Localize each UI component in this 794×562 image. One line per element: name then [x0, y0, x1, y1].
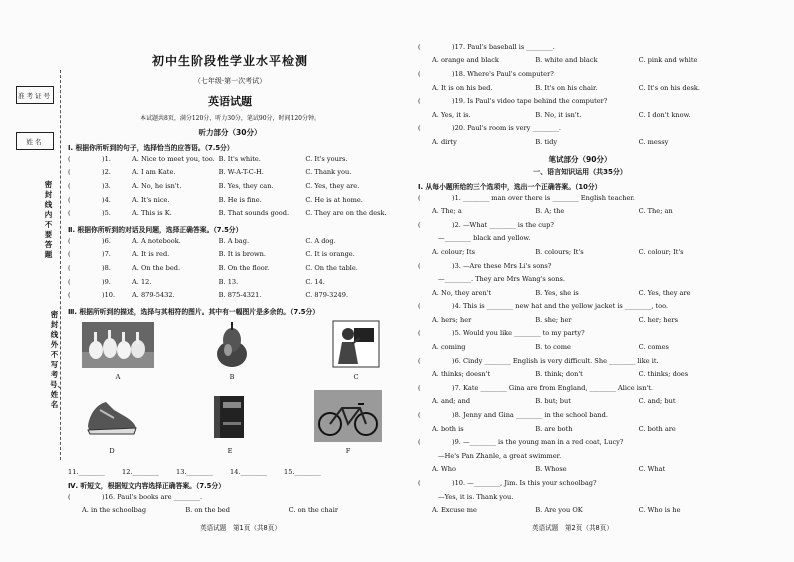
answer-blank-11[interactable]: 11.________ [68, 467, 105, 476]
question-number: )10. [102, 291, 116, 300]
option-b[interactable]: B. are both [535, 424, 573, 433]
answer-paren[interactable]: ( [418, 97, 432, 106]
answer-paren[interactable]: ( [418, 356, 432, 365]
option-a[interactable]: A. colour; Its [432, 247, 476, 256]
option-c[interactable]: C. 14. [305, 277, 325, 286]
option-c[interactable]: C. pink and white [638, 56, 698, 65]
seal-line [60, 70, 61, 460]
listening-sec1-question [68, 166, 392, 180]
page-footer-1: 英语试题 第1页（共8页） [200, 524, 281, 532]
option-a[interactable]: A. in the schoolbag [82, 506, 147, 515]
question-number: )4. [102, 195, 111, 204]
option-c[interactable]: C. Thank you. [305, 168, 352, 177]
option-c[interactable]: C. Yes, they are [638, 288, 691, 297]
multiple-choice-list [418, 191, 742, 517]
question-number: )6. [102, 236, 111, 245]
question-16 [68, 490, 392, 504]
question-stem: )17. Paul's baseball is ________. [452, 42, 555, 51]
seal-text-inner: 密封线内不要答题 [44, 180, 53, 259]
teacher-image [332, 320, 380, 368]
option-a[interactable]: A. It is on his bed. [432, 83, 493, 92]
answer-paren[interactable]: ( [418, 69, 432, 78]
question-stem: )4. This is ________ new hat and the yellow jacket is ________, too. [452, 302, 669, 311]
option-a[interactable]: A. orange and black [432, 56, 499, 65]
left-column [68, 52, 392, 517]
picture-label-d: D [109, 446, 115, 455]
answer-paren[interactable]: ( [68, 181, 82, 190]
answer-paren[interactable]: ( [68, 250, 82, 259]
answer-paren[interactable]: ( [68, 168, 82, 177]
option-c[interactable]: C. I don't know. [638, 110, 691, 119]
question-number: )2. [102, 168, 111, 177]
picture-f [314, 390, 382, 455]
written-sec1-question [418, 218, 742, 232]
question-stem: )6. Cindy ________ English is very difficult. She ________ like it. [452, 356, 659, 365]
listening-sec1-question [68, 179, 392, 193]
picture-answer-row [68, 468, 392, 476]
answer-paren[interactable]: ( [68, 195, 82, 204]
option-a[interactable]: A. hers; her [432, 315, 472, 324]
option-c[interactable]: C. On the table. [305, 263, 358, 272]
question-number: )8. [102, 263, 111, 272]
option-a[interactable]: A. 879-5432. [132, 291, 175, 300]
listening-sec2-question [68, 234, 392, 248]
listening-sec3-title: Ⅲ. 根据所听到的描述，选择与其相符的图片。其中有一幅图片是多余的。（7.5分） [68, 307, 320, 316]
listening-sec4-question [418, 40, 742, 54]
option-c[interactable]: C. He is at home. [305, 195, 363, 204]
option-c[interactable]: C. It's yours. [305, 154, 348, 163]
option-c[interactable]: C. It is orange. [305, 250, 355, 259]
subject-title: 英语试题 [208, 95, 252, 108]
listening-sec1-question [68, 206, 392, 220]
name-box[interactable] [16, 132, 54, 150]
answer-paren[interactable]: ( [418, 124, 432, 133]
option-b[interactable]: B. white and black [535, 56, 598, 65]
exam-subtitle: （七年级·第一次考试） [193, 77, 267, 85]
option-a[interactable]: A. This is K. [132, 209, 172, 218]
geese-image [82, 322, 154, 368]
option-a[interactable]: A. I am Kate. [132, 168, 176, 177]
binding-strip [6, 70, 64, 460]
answer-paren[interactable]: ( [418, 479, 432, 488]
question-dialogue-line: —Yes, it is. Thank you. [438, 492, 514, 501]
question-stem: )9. —________ is the young man in a red coat, Lucy? [452, 438, 624, 447]
answer-paren[interactable]: ( [68, 209, 82, 218]
option-b[interactable]: B. A; the [535, 207, 565, 216]
written-sec1-options [418, 340, 742, 354]
option-a[interactable]: A. It is red. [132, 250, 170, 259]
picture-label-f: F [345, 446, 351, 455]
listening-sec1 [68, 152, 392, 220]
listening-sec2-question [68, 288, 392, 302]
shoe-image [84, 392, 140, 442]
question-stem: )19. Is Paul's video tape behind the computer? [452, 97, 608, 106]
picture-a [82, 322, 154, 381]
written-sec1-options [418, 395, 742, 409]
answer-paren[interactable]: ( [418, 383, 432, 392]
option-a[interactable]: A. Yes, it is. [432, 110, 471, 119]
bicycle-image [314, 390, 382, 442]
question-dialogue-line: —________ black and yellow. [438, 234, 531, 243]
written-sec1-options [418, 422, 742, 436]
picture-label-b: B [229, 372, 235, 381]
option-a[interactable]: A. thinks; doesn't [432, 370, 491, 379]
option-b[interactable]: B. Yes, she is [535, 288, 579, 297]
option-b[interactable]: B. It is brown. [218, 250, 266, 259]
option-a[interactable]: A. It's nice. [132, 195, 170, 204]
listening-sec4-options [418, 54, 742, 68]
option-b[interactable]: B. 13. [218, 277, 239, 286]
name-label: 姓名 [26, 137, 44, 146]
listening-sec4-options [418, 81, 742, 95]
option-c[interactable]: C. her; hers [638, 315, 678, 324]
option-c[interactable]: C. Yes, they are. [305, 181, 360, 190]
written-sec1-options [418, 204, 742, 218]
answer-paren[interactable]: ( [418, 438, 432, 447]
right-column [418, 40, 742, 517]
option-b[interactable]: B. It's on his chair. [535, 83, 598, 92]
option-a[interactable]: A. both is [432, 424, 464, 433]
option-c[interactable]: C. It's on his desk. [638, 83, 700, 92]
listening-sec1-question [68, 193, 392, 207]
written-sec1-question [418, 381, 742, 395]
picture-label-c: C [353, 372, 359, 381]
listening-sec4-title: Ⅳ. 听短文，根据短文内容选择正确答案。（7.5分） [68, 481, 225, 490]
option-c[interactable]: C. The; an [638, 207, 673, 216]
question-stem: )3. —Are these Mrs Li's sons? [452, 261, 552, 270]
written-sec1-question [418, 408, 742, 422]
option-a[interactable]: A. coming [432, 343, 466, 352]
option-b[interactable]: B. colours; It's [535, 247, 584, 256]
option-a[interactable]: A. No, he isn't. [132, 181, 182, 190]
answer-paren[interactable]: ( [68, 236, 82, 245]
listening-sec4-question [418, 122, 742, 136]
question-number: )3. [102, 181, 111, 190]
option-c[interactable]: C. 879-3249. [305, 291, 349, 300]
picture-b [208, 320, 256, 381]
option-c[interactable]: C. Who is he [638, 506, 681, 515]
option-b[interactable]: B. she; her [535, 315, 572, 324]
answer-blank-12[interactable]: 12.________ [122, 467, 159, 476]
question-stem: )8. Jenny and Gina ________ in the school band. [452, 411, 608, 420]
written-sub-title: 一、语言知识运用（共35分） [533, 167, 627, 176]
answer-paren[interactable]: ( [418, 42, 432, 51]
question-stem: )2. —What ________ is the cup? [452, 220, 554, 229]
option-b[interactable]: B. On the floor. [218, 263, 270, 272]
option-c[interactable]: C. thinks; does [638, 370, 689, 379]
option-b[interactable]: B. Yes, they can. [218, 181, 274, 190]
listening-sec4-options [418, 108, 742, 122]
option-b[interactable]: B. He is fine. [218, 195, 262, 204]
option-a[interactable]: A. 12. [132, 277, 152, 286]
exam-number-box[interactable] [16, 86, 54, 104]
option-b[interactable]: B. on the bed [185, 506, 230, 515]
listening-sec1-title: Ⅰ. 根据你所听到的句子，选择恰当的应答语。（7.5分） [68, 144, 234, 152]
exam-number-label: 准考证号 [18, 91, 52, 100]
question-number: )9. [102, 277, 111, 286]
option-c[interactable]: C. What [638, 465, 666, 474]
option-b[interactable]: B. 875-4321. [218, 291, 262, 300]
listening-sec2-question [68, 248, 392, 262]
question-dialogue-line: —________. They are Mrs Wang's sons. [438, 275, 565, 284]
answer-paren[interactable]: ( [68, 263, 82, 272]
answer-paren[interactable]: ( [418, 220, 432, 229]
picture-e [210, 392, 250, 455]
option-b[interactable]: B. Are you OK [535, 506, 583, 515]
option-c[interactable]: C. and; but [638, 397, 676, 406]
option-a[interactable]: A. Who [432, 465, 456, 474]
written-sec1-options [418, 286, 742, 300]
question-stem: )18. Where's Paul's computer? [452, 69, 554, 78]
question-number: )7. [102, 250, 111, 259]
answer-paren[interactable]: ( [418, 261, 432, 270]
listening-sec2-question [68, 261, 392, 275]
option-c[interactable]: C. comes [638, 343, 669, 352]
question-stem: )20. Paul's room is very ________. [452, 124, 561, 133]
option-c[interactable]: C. on the chair [288, 506, 338, 515]
written-sec1-options [418, 503, 742, 517]
picture-grid [68, 316, 392, 466]
page-footer-2: 英语试题 第2页（共8页） [532, 524, 613, 532]
option-b[interactable]: B. Whose [535, 465, 567, 474]
answer-paren[interactable]: ( [418, 302, 432, 311]
question-stem: )1. ________ man over there is ________ English teacher. [452, 193, 635, 202]
written-part-title: 笔试部分（90分） [548, 154, 612, 164]
written-sec1-question [418, 435, 742, 449]
written-sec1-question [418, 354, 742, 368]
answer-paren[interactable]: ( [68, 154, 82, 163]
option-a[interactable]: A. On the bed. [132, 263, 181, 272]
picture-d [84, 392, 140, 455]
listening-sec2-title: Ⅱ. 根据你所听到的对话及问题，选择正确答案。（7.5分） [68, 225, 243, 234]
option-b[interactable]: B. to come [535, 343, 571, 352]
question-dialogue-line: —He's Pan Zhanle, a great swimmer. [438, 451, 562, 460]
seal-text-outer: 密封线外不写考号、姓名 [50, 310, 65, 409]
listening-part-title: 听力部分（30分） [198, 128, 262, 137]
question-stem: )7. Kate ________ Gina are from England, ________ Alice isn't. [452, 383, 653, 392]
option-b[interactable]: B. That sounds good. [218, 209, 290, 218]
option-a[interactable]: A. A notebook. [132, 236, 181, 245]
question-stem: )5. Would you like ________ to my party? [452, 329, 585, 338]
question-stem: )16. Paul's books are ________. [102, 492, 203, 501]
option-a[interactable]: A. No, they aren't [432, 288, 492, 297]
picture-c [332, 320, 380, 381]
option-c[interactable]: C. messy [638, 137, 669, 146]
answer-paren[interactable]: ( [68, 277, 82, 286]
answer-blank-13[interactable]: 13.________ [176, 467, 213, 476]
answer-paren[interactable]: ( [68, 291, 82, 300]
listening-sec2-question [68, 275, 392, 289]
option-b[interactable]: B. tidy [535, 137, 558, 146]
answer-paren[interactable]: ( [68, 492, 82, 501]
option-c[interactable]: C. colour; It's [638, 247, 684, 256]
answer-paren[interactable]: ( [418, 193, 432, 202]
option-a[interactable]: A. and; and [432, 397, 471, 406]
listening-sec4-question [418, 67, 742, 81]
answer-paren[interactable]: ( [418, 329, 432, 338]
listening-sec4-question [418, 94, 742, 108]
written-sec1-question [418, 300, 742, 314]
option-b[interactable]: B. It's white. [218, 154, 261, 163]
option-b[interactable]: B. think; don't [535, 370, 583, 379]
picture-label-a: A [115, 372, 121, 381]
written-sec1-question [418, 259, 742, 273]
option-b[interactable]: B. No, it isn't. [535, 110, 582, 119]
option-c[interactable]: C. A dog. [305, 236, 336, 245]
dictionary-image [210, 392, 250, 442]
written-sec1-title: Ⅰ. 从每小题所给的三个选项中，选出一个正确答案。（10分） [418, 182, 602, 191]
pear-image [208, 320, 256, 368]
question-stem: )10. —________, Jim. Is this your schoolbag? [452, 479, 597, 488]
option-a[interactable]: A. dirty [432, 137, 457, 146]
option-a[interactable]: A. Excuse me [432, 506, 477, 515]
question-16-options [68, 504, 392, 518]
answer-blank-15[interactable]: 15.________ [284, 467, 321, 476]
answer-paren[interactable]: ( [418, 411, 432, 420]
written-sec1-options [418, 313, 742, 327]
written-sec1-options [418, 367, 742, 381]
exam-title: 初中生阶段性学业水平检测 [151, 54, 308, 68]
written-sec1-options [418, 245, 742, 259]
written-sec1-options [418, 463, 742, 477]
exam-note: 本试题共8页，满分120分，听力30分，笔试90分，时间120分钟。 [140, 115, 320, 122]
listening-sec2 [68, 234, 392, 302]
answer-blank-14[interactable]: 14.________ [230, 467, 267, 476]
written-sec1-question [418, 191, 742, 205]
listening-sec4-options [418, 135, 742, 149]
picture-label-e: E [227, 446, 233, 455]
question-number: )5. [102, 209, 111, 218]
option-b[interactable]: B. A bag. [218, 236, 250, 245]
option-a[interactable]: A. The; a [432, 207, 462, 216]
written-sec1-question [418, 476, 742, 490]
option-b[interactable]: B. but; but [535, 397, 571, 406]
written-sec1-question [418, 327, 742, 341]
option-b[interactable]: B. W-A-T-C-H. [218, 168, 264, 177]
listening-sec4-questions [418, 40, 742, 149]
listening-sec1-question [68, 152, 392, 166]
option-c[interactable]: C. They are on the desk. [305, 209, 387, 218]
option-a[interactable]: A. Nice to meet you, too. [132, 154, 215, 163]
option-c[interactable]: C. both are [638, 424, 676, 433]
question-number: )1. [102, 154, 111, 163]
